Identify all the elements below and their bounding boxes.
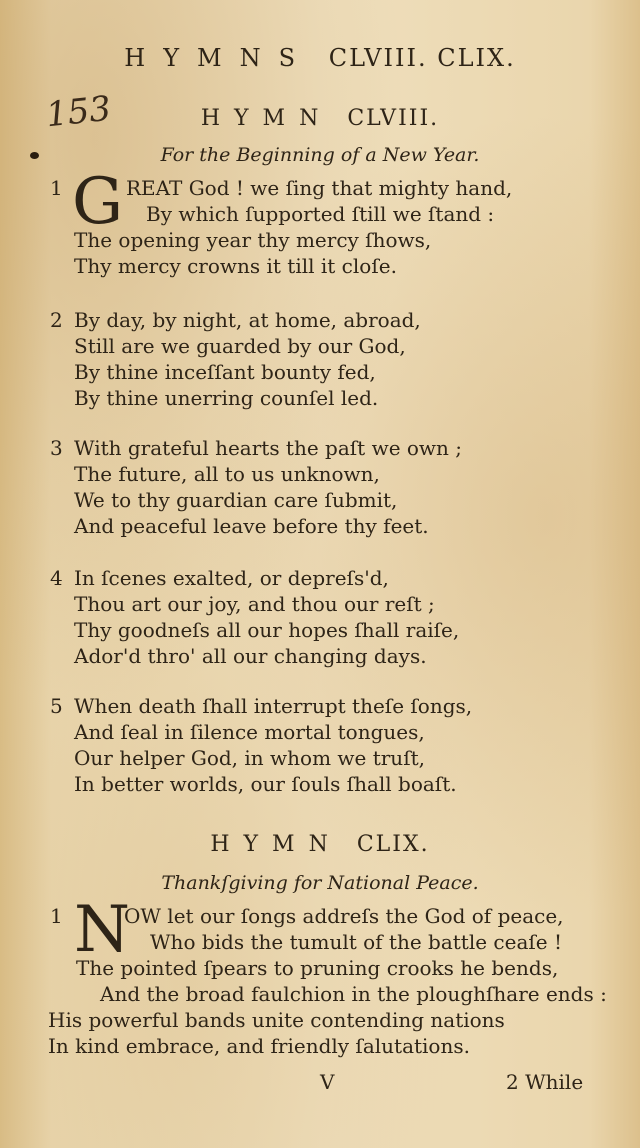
verse-line: Still are we guarded by our God,: [74, 334, 406, 358]
verse-line: In ſcenes exalted, or depreſs'd,: [74, 566, 389, 590]
drop-cap: G: [72, 165, 124, 239]
verse-line: Thy mercy crowns it till it cloſe.: [74, 254, 397, 278]
verse-line: The future, all to us unknown,: [74, 462, 380, 486]
verse-line: By which ſupported ſtill we ſtand :: [146, 202, 495, 226]
verse-line: When death ſhall interrupt theſe ſongs,: [74, 694, 473, 718]
verse-line: And the broad faulchion in the ploughſhare ends :: [100, 982, 607, 1006]
verse-line: Our helper God, in whom we truſt,: [74, 746, 425, 770]
stanza-number: 1: [50, 904, 63, 928]
running-head: [0, 44, 640, 72]
hymn-159-title-number: CLIX.: [356, 832, 430, 857]
verse-line: The pointed ſpears to pruning crooks he bends,: [76, 956, 559, 980]
hymn-159-subtitle: Thankſgiving for National Peace.: [161, 872, 479, 894]
verse-line: His powerful bands unite contending nations: [48, 1008, 505, 1032]
hymn-158-title: [0, 106, 640, 131]
stanza-number: 5: [50, 694, 63, 718]
signature-mark: V: [320, 1070, 335, 1094]
verse-line: And ſeal in ſilence mortal tongues,: [74, 720, 425, 744]
running-head-word: HYMNS: [124, 44, 314, 72]
verse-line: By thine inceſſant bounty fed,: [74, 360, 376, 384]
verse-line: By day, by night, at home, abroad,: [74, 308, 421, 332]
verse-line: In kind embrace, and friendly ſalutations.: [48, 1034, 470, 1058]
verse-line: With grateful hearts the paſt we own ;: [74, 436, 463, 460]
handwritten-page-mark: 153: [44, 88, 113, 136]
verse-line: By thine unerring counſel led.: [74, 386, 379, 410]
catchword: 2 While: [506, 1070, 584, 1094]
stanza-number: 1: [50, 176, 63, 200]
hymn-159-title-word: HYMN: [210, 832, 342, 857]
verse-line: Who bids the tumult of the battle ceaſe !: [150, 930, 563, 954]
stanza-number: 4: [50, 566, 63, 590]
stanza-number: 3: [50, 436, 63, 460]
verse-line: In better worlds, our ſouls ſhall boaſt.: [74, 772, 457, 796]
verse-line: We to thy guardian care ſubmit,: [74, 488, 398, 512]
running-head-numbers: CLVIII. CLIX.: [328, 44, 516, 72]
verse-line: Thy goodneſs all our hopes ſhall raiſe,: [74, 618, 460, 642]
verse-line: And peaceful leave before thy feet.: [74, 514, 429, 538]
drop-cap: N: [74, 893, 130, 967]
verse-line: Ador'd thro' all our changing days.: [74, 644, 427, 668]
verse-line: Thou art our joy, and thou our reſt ;: [74, 592, 435, 616]
hymn-158-title-word: HYMN: [200, 106, 333, 131]
hymn-159-title: [0, 832, 640, 857]
verse-line: REAT God ! we ſing that mighty hand,: [126, 176, 513, 200]
verse-line: OW let our ſongs addreſs the God of peace,: [124, 904, 564, 928]
verse-line: The opening year thy mercy ſhows,: [74, 228, 432, 252]
hymn-158-subtitle: For the Beginning of a New Year.: [160, 144, 480, 166]
stanza-number: 2: [50, 308, 63, 332]
hymn-158-title-number: CLVIII.: [347, 106, 440, 131]
